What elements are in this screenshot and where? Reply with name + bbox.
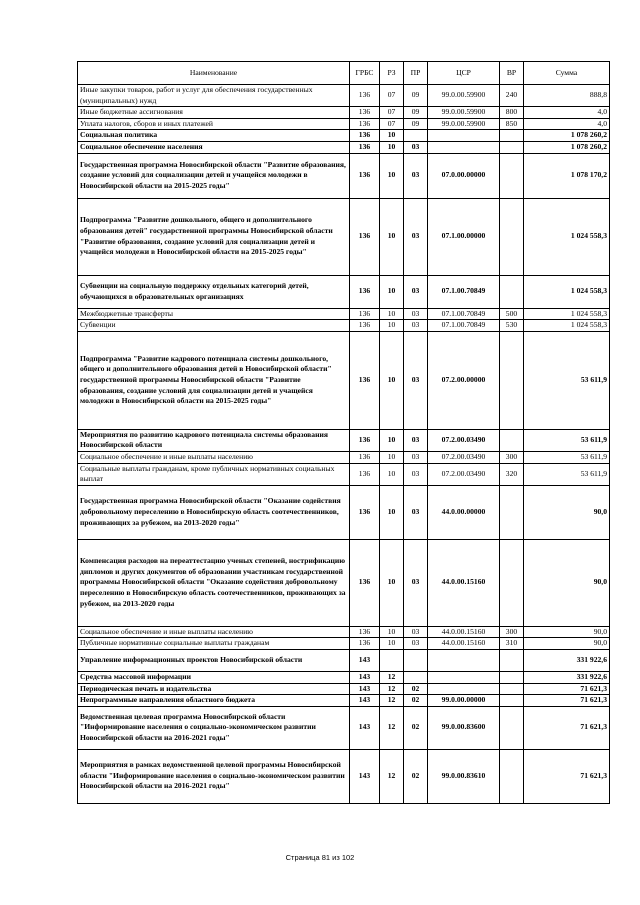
cell-pr: 03 — [404, 485, 428, 539]
table-row — [78, 308, 610, 320]
cell-csr — [428, 671, 500, 683]
cell-name: Уплата налогов, сборов и иных платежей — [78, 118, 350, 130]
cell-csr: 07.2.00.03490 — [428, 429, 500, 451]
cell-vr — [500, 671, 524, 683]
cell-pr: 02 — [404, 695, 428, 707]
cell-grbs: 136 — [350, 198, 380, 275]
cell-vr — [500, 331, 524, 429]
cell-grbs: 143 — [350, 695, 380, 707]
cell-csr: 99.0.00.83610 — [428, 749, 500, 803]
cell-csr: 07.1.00.70849 — [428, 320, 500, 332]
cell-vr: 800 — [500, 107, 524, 119]
table-row — [78, 331, 610, 429]
table-row — [78, 749, 610, 803]
cell-name: Государственная программа Новосибирской области "Оказание содействия добровольному переселению в Новосибирскую область соотечественников, проживающих за рубежом, на 2013-2020 годы" — [78, 485, 350, 539]
header-rz: РЗ — [380, 62, 404, 85]
cell-vr: 300 — [500, 626, 524, 638]
cell-vr: 300 — [500, 451, 524, 463]
cell-grbs: 136 — [350, 331, 380, 429]
cell-pr: 03 — [404, 153, 428, 198]
budget-table — [77, 61, 610, 804]
cell-csr: 07.1.00.70849 — [428, 275, 500, 308]
table-row — [78, 320, 610, 332]
cell-pr: 09 — [404, 107, 428, 119]
cell-vr — [500, 485, 524, 539]
cell-sum: 1 024 558,3 — [524, 198, 610, 275]
cell-vr: 530 — [500, 320, 524, 332]
table-row — [78, 198, 610, 275]
cell-csr: 44.0.00.00000 — [428, 485, 500, 539]
cell-pr — [404, 649, 428, 671]
table-row — [78, 695, 610, 707]
cell-csr: 99.0.00.83600 — [428, 706, 500, 749]
cell-sum: 71 621,3 — [524, 706, 610, 749]
cell-rz — [380, 649, 404, 671]
cell-sum: 53 611,9 — [524, 429, 610, 451]
header-vr: ВР — [500, 62, 524, 85]
cell-sum: 71 621,3 — [524, 749, 610, 803]
table-row — [78, 107, 610, 119]
cell-grbs: 136 — [350, 107, 380, 119]
cell-pr: 03 — [404, 331, 428, 429]
cell-sum: 71 621,3 — [524, 695, 610, 707]
cell-rz: 10 — [380, 331, 404, 429]
cell-rz: 10 — [380, 275, 404, 308]
cell-rz: 10 — [380, 320, 404, 332]
cell-csr: 99.0.00.00000 — [428, 695, 500, 707]
cell-vr: 240 — [500, 85, 524, 107]
cell-rz: 12 — [380, 671, 404, 683]
cell-sum: 53 611,9 — [524, 451, 610, 463]
table-body — [78, 85, 610, 804]
cell-name: Управление информационных проектов Новосибирской области — [78, 649, 350, 671]
cell-pr: 03 — [404, 463, 428, 485]
cell-csr: 07.2.00.03490 — [428, 463, 500, 485]
cell-grbs: 136 — [350, 118, 380, 130]
cell-name: Мероприятия по развитию кадрового потенциала системы образования Новосибирской области — [78, 429, 350, 451]
cell-grbs: 143 — [350, 683, 380, 695]
cell-rz: 07 — [380, 118, 404, 130]
cell-rz: 10 — [380, 130, 404, 142]
cell-pr: 09 — [404, 85, 428, 107]
cell-rz: 12 — [380, 695, 404, 707]
cell-grbs: 136 — [350, 451, 380, 463]
cell-grbs: 136 — [350, 638, 380, 650]
cell-vr: 320 — [500, 463, 524, 485]
cell-name: Иные бюджетные ассигнования — [78, 107, 350, 119]
table-row — [78, 85, 610, 107]
cell-name: Подпрограмма "Развитие дошкольного, общего и дополнительного образования детей" государственной программы Новосибирской области "Развитие образования, создание условий для социализации детей и учащейся молодежи в Новосибирской области на 2015-2025 годы" — [78, 198, 350, 275]
cell-grbs: 136 — [350, 429, 380, 451]
cell-grbs: 136 — [350, 539, 380, 626]
cell-pr: 02 — [404, 706, 428, 749]
cell-name: Непрограммные направления областного бюджета — [78, 695, 350, 707]
cell-sum: 1 024 558,3 — [524, 308, 610, 320]
table-row — [78, 485, 610, 539]
cell-csr: 44.0.00.15160 — [428, 539, 500, 626]
table-row — [78, 539, 610, 626]
cell-sum: 71 621,3 — [524, 683, 610, 695]
cell-grbs: 136 — [350, 85, 380, 107]
page-footer: Страница 81 из 102 — [285, 853, 355, 862]
header-pr: ПР — [404, 62, 428, 85]
cell-vr: 310 — [500, 638, 524, 650]
cell-csr: 44.0.00.15160 — [428, 626, 500, 638]
table-row — [78, 275, 610, 308]
cell-pr: 03 — [404, 275, 428, 308]
cell-rz: 10 — [380, 539, 404, 626]
cell-sum: 1 024 558,3 — [524, 275, 610, 308]
cell-grbs: 136 — [350, 275, 380, 308]
cell-vr — [500, 749, 524, 803]
cell-grbs: 136 — [350, 141, 380, 153]
cell-sum: 90,0 — [524, 539, 610, 626]
cell-grbs: 136 — [350, 320, 380, 332]
cell-rz: 10 — [380, 198, 404, 275]
cell-csr: 99.0.00.59900 — [428, 85, 500, 107]
table-row — [78, 429, 610, 451]
cell-rz: 12 — [380, 706, 404, 749]
cell-grbs: 136 — [350, 308, 380, 320]
cell-rz: 07 — [380, 107, 404, 119]
cell-vr — [500, 429, 524, 451]
cell-rz: 07 — [380, 85, 404, 107]
cell-vr — [500, 141, 524, 153]
cell-vr — [500, 539, 524, 626]
cell-vr — [500, 130, 524, 142]
cell-name: Иные закупки товаров, работ и услуг для обеспечения государственных (муниципальных) нужд — [78, 85, 350, 107]
cell-name: Периодическая печать и издательства — [78, 683, 350, 695]
cell-pr: 03 — [404, 626, 428, 638]
cell-grbs: 136 — [350, 463, 380, 485]
cell-csr: 99.0.00.59900 — [428, 107, 500, 119]
cell-sum: 4,0 — [524, 107, 610, 119]
cell-vr — [500, 198, 524, 275]
cell-grbs: 143 — [350, 649, 380, 671]
cell-name: Социальное обеспечение населения — [78, 141, 350, 153]
cell-rz: 10 — [380, 141, 404, 153]
cell-name: Межбюджетные трансферты — [78, 308, 350, 320]
cell-vr — [500, 683, 524, 695]
cell-sum: 331 922,6 — [524, 671, 610, 683]
cell-name: Социальные выплаты гражданам, кроме публичных нормативных социальных выплат — [78, 463, 350, 485]
cell-sum: 90,0 — [524, 626, 610, 638]
cell-rz: 10 — [380, 626, 404, 638]
cell-vr — [500, 275, 524, 308]
cell-grbs: 143 — [350, 706, 380, 749]
cell-csr — [428, 683, 500, 695]
table-row — [78, 649, 610, 671]
cell-pr: 03 — [404, 638, 428, 650]
cell-csr: 07.2.00.03490 — [428, 451, 500, 463]
cell-pr: 03 — [404, 198, 428, 275]
cell-rz: 12 — [380, 749, 404, 803]
cell-name: Субвенции — [78, 320, 350, 332]
cell-rz: 10 — [380, 463, 404, 485]
cell-sum: 1 078 260,2 — [524, 141, 610, 153]
table-row — [78, 118, 610, 130]
header-grbs: ГРБС — [350, 62, 380, 85]
cell-rz: 12 — [380, 683, 404, 695]
table-row — [78, 451, 610, 463]
cell-sum: 1 078 260,2 — [524, 130, 610, 142]
header-csr: ЦСР — [428, 62, 500, 85]
table-row — [78, 153, 610, 198]
cell-csr: 44.0.00.15160 — [428, 638, 500, 650]
cell-vr: 850 — [500, 118, 524, 130]
cell-pr: 02 — [404, 749, 428, 803]
cell-sum: 1 024 558,3 — [524, 320, 610, 332]
cell-name: Подпрограмма "Развитие кадрового потенциала системы дошкольного, общего и дополнительного образования детей в Новосибирской области" государственной программы Новосибирской области "Развитие образования, создание условий для социализации детей и учащейся молодежи в Новосибирской области на 2015-2025 годы" — [78, 331, 350, 429]
cell-name: Компенсация расходов на переаттестацию ученых степеней, нострификацию дипломов и других документов об образовании участникам государственной программы Новосибирской области "Оказание содействия добровольному переселению в Новосибирскую область соотечественников, проживающих за рубежом, на 2013-2020 годы — [78, 539, 350, 626]
table-row — [78, 683, 610, 695]
cell-grbs: 136 — [350, 485, 380, 539]
table-row — [78, 671, 610, 683]
cell-pr — [404, 671, 428, 683]
cell-csr — [428, 649, 500, 671]
cell-rz: 10 — [380, 485, 404, 539]
cell-name: Мероприятия в рамках ведомственной целевой программы Новосибирской области "Информирование населения о социально-экономическом развитии Новосибирской области на 2016-2021 годы" — [78, 749, 350, 803]
cell-grbs: 143 — [350, 671, 380, 683]
cell-grbs: 136 — [350, 153, 380, 198]
cell-sum: 90,0 — [524, 638, 610, 650]
cell-name: Субвенции на социальную поддержку отдельных категорий детей, обучающихся в образовательных организациях — [78, 275, 350, 308]
cell-pr: 03 — [404, 141, 428, 153]
table-row — [78, 706, 610, 749]
cell-pr: 03 — [404, 308, 428, 320]
cell-pr: 03 — [404, 451, 428, 463]
cell-csr: 07.0.00.00000 — [428, 153, 500, 198]
cell-grbs: 136 — [350, 626, 380, 638]
table-row — [78, 130, 610, 142]
cell-vr — [500, 649, 524, 671]
cell-vr — [500, 695, 524, 707]
cell-name: Публичные нормативные социальные выплаты гражданам — [78, 638, 350, 650]
cell-sum: 90,0 — [524, 485, 610, 539]
cell-sum: 4,0 — [524, 118, 610, 130]
cell-pr: 03 — [404, 429, 428, 451]
cell-pr: 09 — [404, 118, 428, 130]
cell-pr — [404, 130, 428, 142]
table-row — [78, 141, 610, 153]
cell-name: Социальная политика — [78, 130, 350, 142]
cell-rz: 10 — [380, 638, 404, 650]
cell-vr — [500, 153, 524, 198]
cell-csr: 07.1.00.70849 — [428, 308, 500, 320]
header-name: Наименование — [78, 62, 350, 85]
header-sum: Сумма — [524, 62, 610, 85]
cell-pr: 02 — [404, 683, 428, 695]
cell-vr: 500 — [500, 308, 524, 320]
cell-sum: 331 922,6 — [524, 649, 610, 671]
cell-pr: 03 — [404, 320, 428, 332]
cell-name: Социальное обеспечение и иные выплаты населению — [78, 626, 350, 638]
cell-csr — [428, 130, 500, 142]
table-row — [78, 626, 610, 638]
cell-sum: 53 611,9 — [524, 463, 610, 485]
cell-csr: 07.2.00.00000 — [428, 331, 500, 429]
cell-name: Ведомственная целевая программа Новосибирской области "Информирование населения о социально-экономическом развитии Новосибирской области на 2016-2021 годы" — [78, 706, 350, 749]
cell-sum: 888,8 — [524, 85, 610, 107]
cell-name: Средства массовой информации — [78, 671, 350, 683]
cell-rz: 10 — [380, 451, 404, 463]
cell-sum: 1 078 170,2 — [524, 153, 610, 198]
cell-grbs: 136 — [350, 130, 380, 142]
table-header-row — [78, 62, 610, 85]
cell-sum: 53 611,9 — [524, 331, 610, 429]
cell-csr: 99.0.00.59900 — [428, 118, 500, 130]
cell-rz: 10 — [380, 153, 404, 198]
table-row — [78, 463, 610, 485]
cell-grbs: 143 — [350, 749, 380, 803]
cell-rz: 10 — [380, 429, 404, 451]
cell-pr: 03 — [404, 539, 428, 626]
table-row — [78, 638, 610, 650]
cell-csr — [428, 141, 500, 153]
cell-vr — [500, 706, 524, 749]
cell-name: Социальное обеспечение и иные выплаты населению — [78, 451, 350, 463]
cell-csr: 07.1.00.00000 — [428, 198, 500, 275]
cell-rz: 10 — [380, 308, 404, 320]
cell-name: Государственная программа Новосибирской области "Развитие образования, создание условий для социализации детей и учащейся молодежи в Новосибирской области на 2015-2025 годы" — [78, 153, 350, 198]
